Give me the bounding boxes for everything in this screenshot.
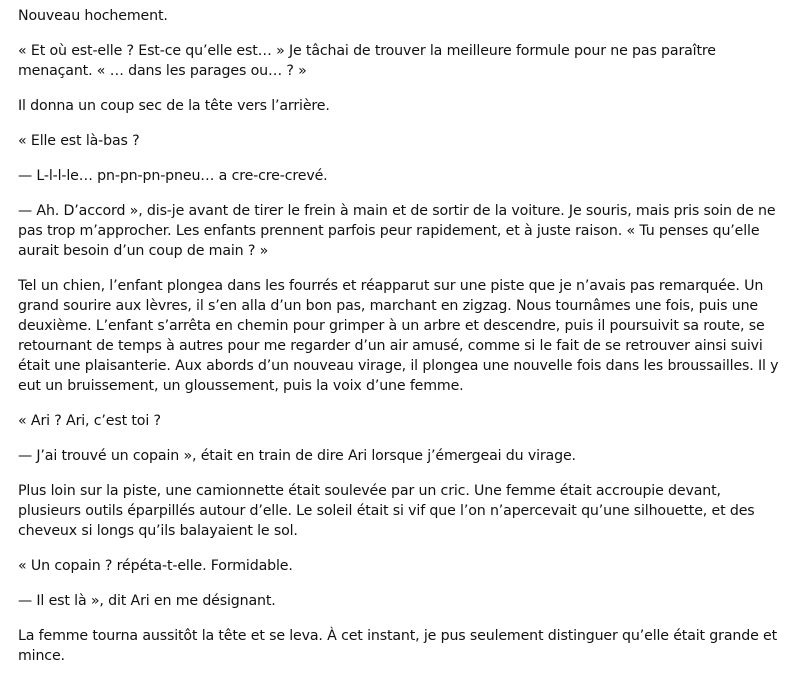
paragraph-13: La femme tourna aussitôt la tête et se leva. À cet instant, je pus seulement distinguer qu’elle était grande et mince. — [18, 628, 778, 664]
paragraph-12: — Il est là », dit Ari en me désignant. — [18, 593, 276, 609]
paragraph-6: — Ah. D’accord », dis-je avant de tirer le frein à main et de sortir de la voiture. Je souris, mais pris soin de ne pas trop m’approcher. Les enfants prennent parfois peur rapidement, et à juste raison. « Tu penses qu’elle aurait besoin d’un coup de main ? » — [18, 203, 776, 259]
paragraph-10: Plus loin sur la piste, une camionnette était soulevée par un cric. Une femme était accroupie devant, plusieurs outils éparpillés autour d’elle. Le soleil était si vif que l’on n’apercevait qu’une silhouette, et des cheveux si longs qu’ils balayaient le sol. — [18, 483, 755, 539]
document-page — [18, 0, 788, 681]
paragraph-5: — L-l-l-le… pn-pn-pn-pneu… a cre-cre-crevé. — [18, 168, 328, 184]
paragraph-2: « Et où est-elle ? Est-ce qu’elle est… » Je tâchai de trouver la meilleure formule pour ne pas paraître menaçant. « … dans les parages ou… ? » — [18, 43, 716, 79]
paragraph-11: « Un copain ? répéta-t-elle. Formidable. — [18, 558, 293, 574]
paragraph-4: « Elle est là-bas ? — [18, 133, 140, 149]
paragraph-8: « Ari ? Ari, c’est toi ? — [18, 413, 161, 429]
paragraph-3: Il donna un coup sec de la tête vers l’arrière. — [18, 98, 330, 114]
paragraph-9: — J’ai trouvé un copain », était en train de dire Ari lorsque j’émergeai du virage. — [18, 448, 576, 464]
paragraph-7: Tel un chien, l’enfant plongea dans les fourrés et réapparut sur une piste que je n’avais pas remarquée. Un grand sourire aux lèvres, il s’en alla d’un bon pas, marchant en zigzag. Nous tournâmes une fois, puis une deuxième. L’enfant s’arrêta en chemin pour grimper à un arbre et descendre, puis il poursuivit sa route, se retournant de temps à autres pour me regarder d’un air amusé, comme si le fait de se retrouver ainsi suivi était une plaisanterie. Aux abords d’un nouveau virage, il plongea une nouvelle fois dans les broussailles. Il y eut un bruissement, un gloussement, puis la voix d’une femme. — [18, 278, 779, 394]
paragraph-1: Nouveau hochement. — [18, 8, 168, 24]
